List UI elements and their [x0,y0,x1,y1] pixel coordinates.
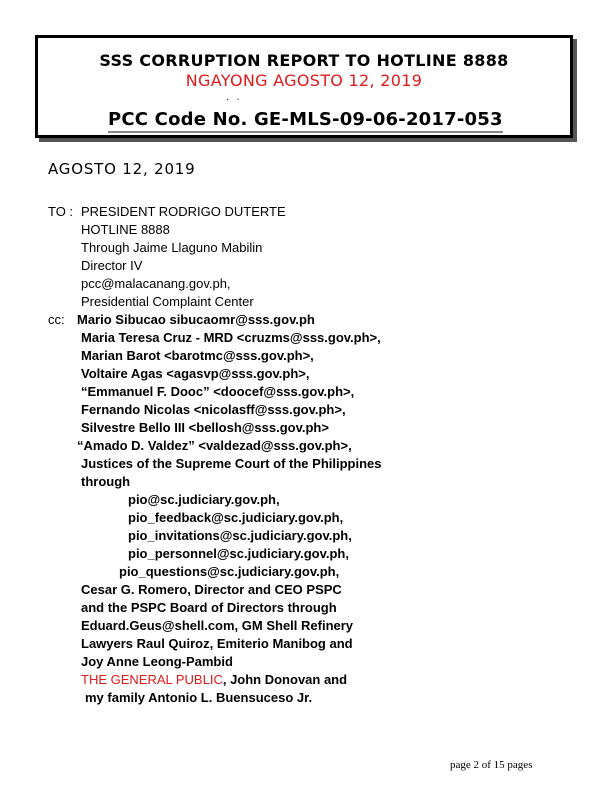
cc-line: Joy Anne Leong-Pambid [81,654,233,669]
cc-line: Justices of the Supreme Court of the Philippines [81,456,382,471]
cc-public-line [81,671,347,689]
cc-label: cc: [48,312,65,327]
cc-line: Maria Teresa Cruz - MRD <cruzms@sss.gov.ph>, [81,330,381,345]
to-line: PRESIDENT RODRIGO DUTERTE [81,204,286,219]
header-box [35,35,573,138]
to-line: Presidential Complaint Center [81,294,254,309]
cc-line: Marian Barot <barotmc@sss.gov.ph>, [81,348,314,363]
cc-line: Cesar G. Romero, Director and CEO PSPC [81,582,342,597]
cc-public-rest: , John Donovan and [222,672,348,687]
cc-line: Silvestre Bello III <bellosh@sss.gov.ph> [81,420,329,435]
cc-line: “Emmanuel F. Dooc” <doocef@sss.gov.ph>, [81,384,355,399]
cc-line: Voltaire Agas <agasvp@sss.gov.ph>, [81,366,310,381]
cc-email: pio_questions@sc.judiciary.gov.ph, [119,564,340,579]
letter-date: AGOSTO 12, 2019 [48,160,196,178]
cc-line: and the PSPC Board of Directors through [81,600,337,615]
general-public-highlight: THE GENERAL PUBLIC [81,672,223,687]
cc-line: “Amado D. Valdez” <valdezad@sss.gov.ph>, [77,438,352,453]
cc-email: pio_personnel@sc.judiciary.gov.ph, [128,546,349,561]
cc-line: Fernando Nicolas <nicolasff@sss.gov.ph>, [81,402,346,417]
to-line: Through Jaime Llaguno Mabilin [81,240,263,255]
cc-line: Lawyers Raul Quiroz, Emiterio Manibog and [81,636,353,651]
cc-line: through [81,474,131,489]
page-number: page 2 of 15 pages [450,759,533,771]
cc-line: Mario Sibucao sibucaomr@sss.gov.ph [77,312,315,327]
cc-email: pio_feedback@sc.judiciary.gov.ph, [128,510,344,525]
decorative-dots: ·· [226,94,247,105]
to-line: pcc@malacanang.gov.ph, [81,276,231,291]
to-line: HOTLINE 8888 [81,222,170,237]
cc-line: Eduard.Geus@shell.com, GM Shell Refinery [81,618,354,633]
to-line: Director IV [81,258,143,273]
report-date: NGAYONG AGOSTO 12, 2019 [185,71,423,90]
to-label: TO : [48,204,74,219]
report-title: SSS CORRUPTION REPORT TO HOTLINE 8888 [99,51,509,70]
cc-email: pio@sc.judiciary.gov.ph, [128,492,280,507]
cc-email: pio_invitations@sc.judiciary.gov.ph, [128,528,352,543]
pcc-code: PCC Code No. GE-MLS-09-06-2017-053 [108,109,503,133]
cc-line: my family Antonio L. Buensuceso Jr. [85,690,313,705]
